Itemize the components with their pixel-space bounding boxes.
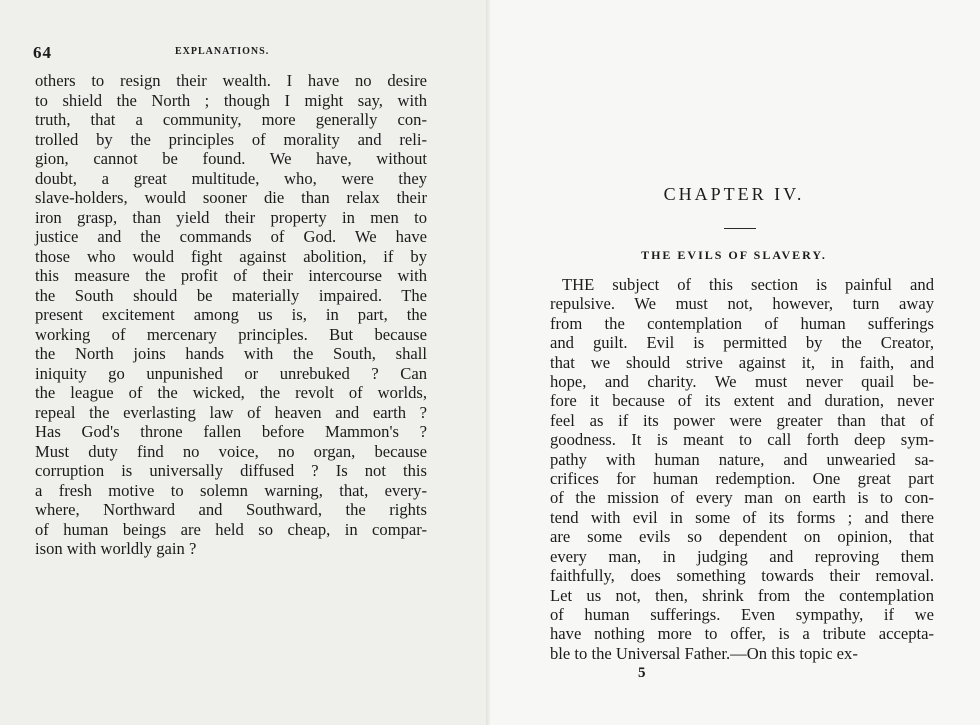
text-line: present excitement among us is, in part, the	[35, 305, 427, 324]
text-line: fore it because of its extent and duration, never	[550, 391, 934, 411]
text-line: iniquity go unpunished or unrebuked ? Can	[35, 363, 427, 383]
text-line: are some evils so dependent on opinion, that	[550, 527, 934, 547]
text-line: iron grasp, than yield their property in men to	[35, 207, 427, 227]
text-line: the North joins hands with the South, shall	[35, 344, 427, 363]
text-line: the league of the wicked, the revolt of worlds,	[35, 383, 427, 402]
left-page-body-text	[35, 71, 427, 559]
text-line: ison with worldly gain ?	[35, 539, 197, 558]
text-line: of the mission of every man on earth is to con-	[550, 488, 934, 508]
text-line: from the contemplation of human sufferings	[550, 313, 934, 333]
text-line: to shield the North ; though I might say, with	[35, 90, 427, 110]
chapter-rule-divider	[724, 228, 756, 229]
text-line: Must duty find no voice, no organ, because	[35, 441, 427, 461]
text-line: hope, and charity. We must never quail be-	[550, 372, 934, 392]
signature-mark: 5	[638, 665, 646, 681]
text-line: and guilt. Evil is permitted by the Creator,	[550, 333, 934, 353]
text-line: Has God's throne fallen before Mammon's ?	[35, 422, 427, 441]
text-line: where, Northward and Southward, the rights	[35, 500, 427, 519]
running-head: EXPLANATIONS.	[175, 46, 270, 57]
page-number: 64	[33, 43, 52, 62]
text-line: faithfully, does something towards their removal.	[550, 566, 934, 586]
text-line: crifices for human redemption. One great part	[550, 469, 934, 489]
chapter-title: CHAPTER IV.	[663, 184, 805, 204]
right-page	[488, 0, 980, 725]
text-line: repulsive. We must not, however, turn away	[550, 294, 934, 314]
text-line: justice and the commands of God. We have	[35, 227, 427, 246]
text-line: repeal the everlasting law of heaven and earth ?	[35, 402, 427, 422]
text-line: gion, cannot be found. We have, without	[35, 149, 427, 168]
text-line: truth, that a community, more generally con-	[35, 110, 427, 129]
text-line: THE subject of this section is painful and	[562, 275, 934, 294]
text-line: every man, in judging and reproving them	[550, 546, 934, 566]
text-line: doubt, a great multitude, who, were they	[35, 168, 427, 188]
text-line: slave-holders, would sooner die than relax their	[35, 188, 427, 207]
text-line: working of mercenary principles. But because	[35, 324, 427, 344]
text-line: others to resign their wealth. I have no desire	[35, 71, 427, 90]
text-line: tend with evil in some of its forms ; and there	[550, 507, 934, 527]
text-line: trolled by the principles of morality and reli-	[35, 129, 427, 149]
text-line: a fresh motive to solemn warning, that, every-	[35, 480, 427, 500]
text-line: goodness. It is meant to call forth deep sym-	[550, 430, 934, 450]
text-line: of human beings are held so cheap, in compar-	[35, 519, 427, 539]
text-line: that we should strive against it, in faith, and	[550, 352, 934, 372]
text-line: feel as if its power were greater than that of	[550, 410, 934, 430]
right-page-body-text	[550, 275, 934, 663]
text-line: Let us not, then, shrink from the contemplation	[550, 585, 934, 605]
text-line: ble to the Universal Father.—On this topic ex-	[550, 643, 858, 663]
text-line: the South should be materially impaired. The	[35, 285, 427, 305]
text-line: this measure the profit of their intercourse with	[35, 266, 427, 285]
left-page	[0, 0, 488, 725]
text-line: of human sufferings. Even sympathy, if we	[550, 604, 934, 624]
text-line: pathy with human nature, and unwearied sa-	[550, 449, 934, 469]
section-title: THE EVILS OF SLAVERY.	[641, 248, 827, 262]
book-gutter	[486, 0, 492, 725]
text-line: corruption is universally diffused ? Is not this	[35, 461, 427, 480]
text-line: those who would fight against abolition, if by	[35, 246, 427, 266]
text-line: have nothing more to offer, is a tribute accepta-	[550, 624, 934, 644]
